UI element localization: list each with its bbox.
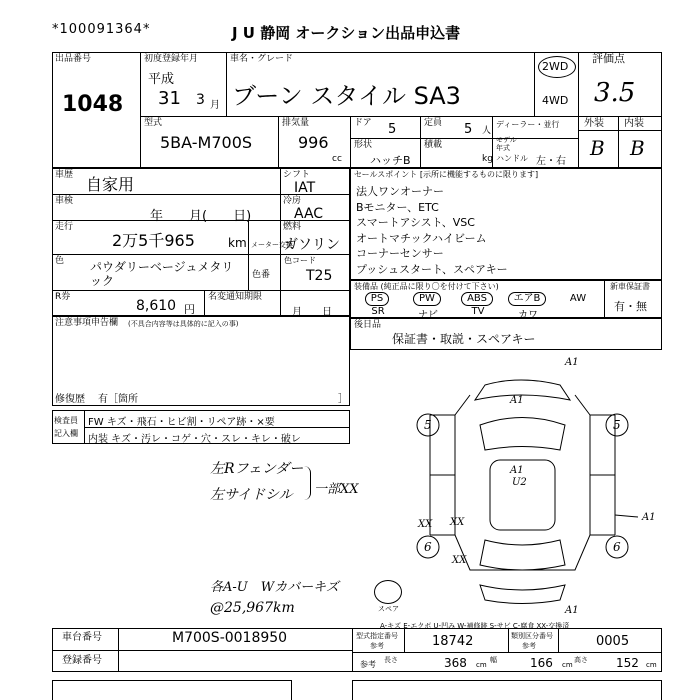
sales-points-label: セールスポイント [示所に機能するものに限ります]	[354, 170, 539, 179]
warranty-options: 有・無	[614, 300, 647, 313]
repair-value: 有［箇所	[98, 394, 138, 405]
lot-number: 1048	[62, 92, 124, 117]
class-sub: 参考	[522, 642, 536, 650]
kg-unit: kg	[482, 154, 493, 164]
registration-month: 3	[196, 92, 205, 108]
inspector-row-fw: FW キズ・飛石・ヒビ割・リペア跡・×要	[88, 417, 275, 428]
color-value: パウダリーベージュメタリ ック	[90, 260, 234, 288]
damage-mark: XX	[452, 555, 467, 566]
repair-label: 修復歴	[55, 394, 85, 405]
lot-label: 出品番号	[55, 54, 92, 64]
damage-mark: A1	[510, 395, 524, 406]
interior-label: 内装	[624, 118, 644, 129]
drive-4wd: 4WD	[542, 94, 569, 107]
notes-sublabel: (不具合内容等は具体的に記入の事)	[128, 320, 239, 328]
doors-label: ドア	[354, 118, 372, 128]
sales-point-item: Bモニター、ETC	[356, 200, 439, 214]
id-barcode-text: *100091364*	[52, 22, 151, 37]
exterior-score: B	[590, 136, 605, 160]
warranty-label: 新車保証書	[610, 282, 650, 291]
width-value: 166	[530, 656, 553, 670]
length-value: 368	[444, 656, 467, 670]
model-year-label: モデル 年式	[496, 136, 517, 152]
mileage-label: 走行	[55, 222, 74, 232]
damage-mark: 6	[424, 540, 432, 554]
bracket-line	[304, 466, 311, 500]
inspector-row-interior: 内装 キズ・汚レ・コゲ・穴・スレ・キレ・破レ	[88, 434, 301, 445]
designation-value: 18742	[432, 634, 474, 649]
equip-aw: AW	[569, 293, 587, 304]
registration-month-unit: 月	[210, 100, 220, 111]
designation-sub: 参考	[370, 642, 384, 650]
damage-mark: 5	[613, 418, 621, 432]
notes-section	[52, 316, 350, 406]
displacement-value: 996	[298, 133, 329, 152]
designation-label: 型式指定番号	[356, 632, 398, 640]
damage-mark: 5	[424, 418, 432, 432]
height-label: 高さ	[574, 656, 588, 664]
length-label: 長さ	[384, 656, 398, 664]
handwritten-note: @25,967km	[210, 600, 295, 616]
damage-mark: A1	[642, 512, 656, 523]
recycle-unit: 円	[184, 303, 195, 316]
equip-tv: TV	[471, 306, 485, 317]
ac-label: 冷房	[283, 196, 302, 206]
after-market-value: 保証書・取説・スペアキー	[392, 332, 536, 346]
score-value: 3.5	[594, 78, 636, 108]
after-market-label: 後日品	[354, 320, 382, 330]
color-code: T25	[306, 268, 333, 284]
meter-exchange-label: メーター交換	[251, 241, 293, 249]
score-label: 評価点	[592, 52, 625, 65]
use-label: 車歴	[55, 170, 74, 180]
damage-mark: A1	[565, 357, 579, 368]
width-label: 幅	[490, 656, 497, 664]
registration-era: 平成	[148, 72, 175, 87]
equip-airbag: エアB	[506, 292, 550, 306]
car-damage-diagram	[410, 355, 670, 620]
interior-score: B	[630, 136, 645, 160]
handwritten-note: 一部XX	[314, 482, 359, 497]
car-name-label: 車名・グレード	[230, 54, 294, 64]
mileage-unit: km	[228, 236, 247, 250]
color-code-label: 色コード	[284, 256, 316, 265]
notes-label: 注意事項申告欄	[55, 318, 119, 328]
cc-unit: cc	[332, 154, 342, 164]
frame-number-label: 車台番号	[62, 632, 102, 643]
class-value: 0005	[596, 634, 630, 649]
transfer-value: 月 日	[292, 307, 332, 318]
handwritten-note: 左サイドシル	[210, 487, 293, 503]
length-unit: cm	[476, 661, 487, 669]
handle-label: ハンドル	[496, 154, 528, 163]
handwritten-note: 左Rフェンダー	[210, 461, 304, 477]
registration-year: 31	[158, 88, 181, 109]
handle-value: 左・右	[536, 156, 566, 167]
sales-point-item: オートマチックハイビーム	[356, 231, 487, 245]
transfer-label: 名変通知期限	[208, 292, 263, 302]
reg-number-label: 登録番号	[62, 655, 102, 666]
inspector-label: 検査員 記入欄	[54, 416, 78, 438]
frame-number: M700S-0018950	[172, 630, 288, 646]
shift-label: シフト	[283, 170, 311, 180]
shape-value: ハッチB	[370, 154, 411, 167]
sales-points-list	[356, 184, 508, 277]
model-label: 型式	[144, 118, 163, 128]
capacity-unit: 人	[482, 126, 492, 136]
equipment-label: 装備品 (純正品に限り〇を付けて下さい)	[354, 282, 499, 291]
bottom-strip	[52, 680, 292, 700]
equip-abs: ABS	[456, 292, 500, 306]
dealer-label: ディーラー・並行	[496, 120, 560, 129]
bottom-strip	[352, 680, 662, 700]
damage-mark: A1	[565, 605, 579, 616]
recycle-label: R券	[55, 292, 71, 302]
fuel-label: 燃料	[283, 222, 302, 232]
damage-legend: A-キズ E-エクボ U-凹み W-補修跡 S-サビ C-腐食 XX-交換済	[380, 622, 570, 630]
inspection-value: 年 月( 日)	[150, 209, 252, 224]
sales-point-item: スマートアシスト、VSC	[356, 216, 475, 229]
model-code: 5BA-M700S	[160, 133, 253, 152]
capacity-value: 5	[464, 122, 473, 137]
shape-label: 形状	[354, 140, 373, 150]
fuel-value: ガソリン	[284, 237, 340, 253]
spare-label: スペア	[378, 605, 399, 613]
height-value: 152	[616, 656, 639, 670]
color-label: 色	[55, 256, 65, 266]
inspection-label: 車検	[55, 196, 74, 206]
car-name: ブーン スタイル SA3	[232, 82, 461, 110]
damage-mark: XX	[450, 517, 465, 528]
ac-value: AAC	[294, 206, 324, 222]
class-label: 類別区分番号	[511, 632, 553, 640]
equip-sr: SR	[371, 306, 385, 317]
sales-point-item: プッシュスタート、スペアキー	[356, 262, 508, 276]
width-unit: cm	[562, 661, 573, 669]
equip-ps: PS	[356, 292, 400, 306]
damage-mark: U2	[512, 477, 527, 488]
sales-point-item: コーナーセンサー	[356, 247, 444, 260]
displacement-label: 排気量	[282, 118, 310, 128]
shift-value: IAT	[294, 180, 316, 196]
height-unit: cm	[646, 661, 657, 669]
dimensions-ref-label: 参考	[360, 660, 376, 669]
recycle-value: 8,610	[136, 298, 177, 314]
sales-point-item: 法人ワンオーナー	[356, 185, 444, 198]
use-value: 自家用	[86, 175, 135, 194]
damage-mark: 6	[613, 540, 621, 554]
damage-mark: A1	[510, 465, 524, 476]
color-number-label: 色番	[252, 270, 271, 280]
doors-value: 5	[388, 122, 397, 137]
equip-leather: カワ	[518, 310, 538, 321]
mileage-value: 2万5千965	[112, 231, 195, 250]
drive-2wd: 2WD	[542, 60, 569, 73]
form-title: J U 静岡 オークション出品申込書	[232, 24, 461, 42]
repair-close: ］	[338, 394, 348, 405]
equip-pw: PW	[406, 292, 450, 306]
equip-navi: ナビ	[418, 310, 438, 321]
capacity-label: 定員	[424, 118, 443, 128]
spare-tire-icon	[374, 580, 402, 604]
damage-mark: XX	[418, 519, 433, 530]
load-label: 積載	[424, 140, 443, 150]
handwritten-note: 各A-U Wカバーキズ	[210, 580, 339, 595]
registration-label: 初度登録年月	[144, 54, 199, 64]
exterior-label: 外装	[584, 118, 604, 129]
